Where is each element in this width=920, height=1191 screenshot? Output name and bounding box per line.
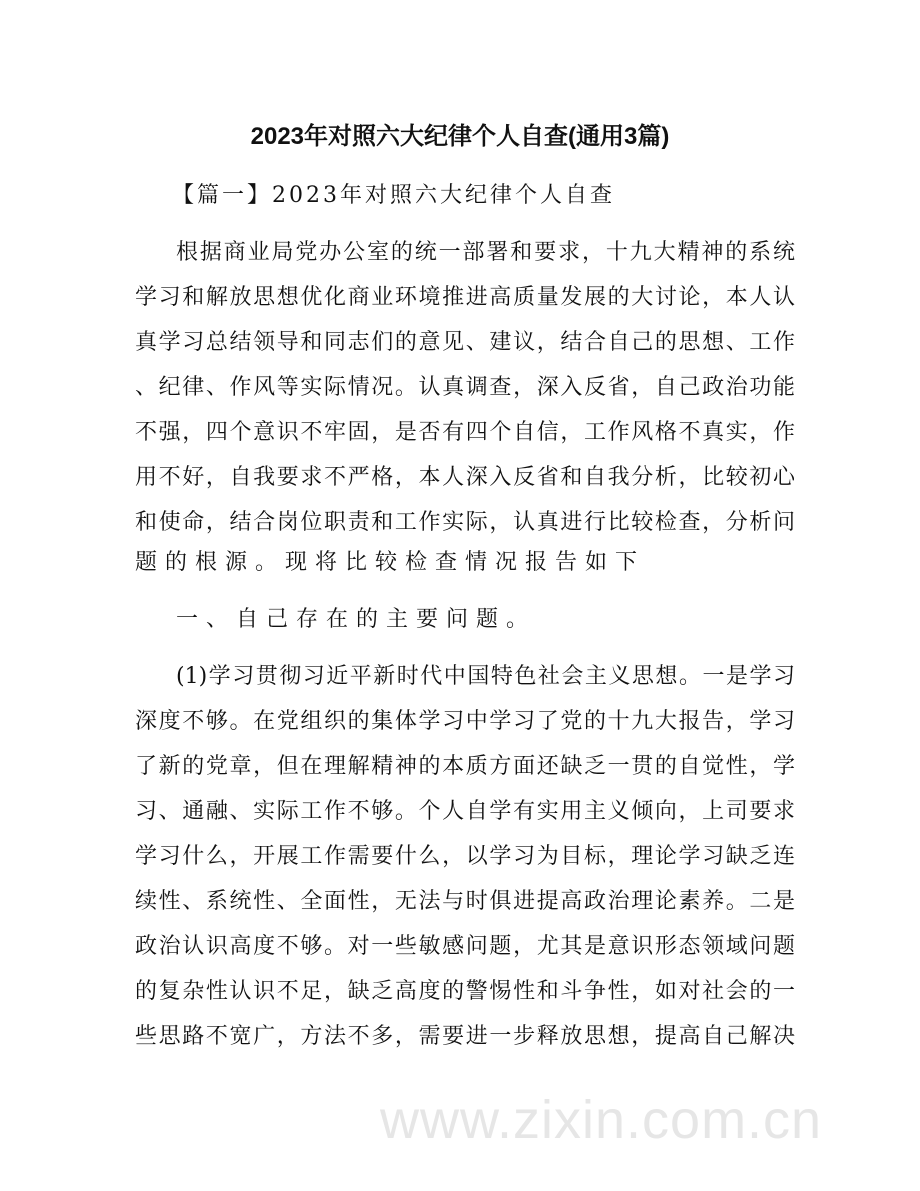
paragraph-line: 和使命，结合岗位职责和工作实际，认真进行比较检查，分析问 [135, 510, 795, 535]
paragraph-line: 根据商业局党办公室的统一部署和要求，十九大精神的系统 [176, 240, 795, 265]
paragraph-line: 不强，四个意识不牢固，是否有四个自信，工作风格不真实，作 [135, 420, 795, 445]
paragraph-line: 些思路不宽广，方法不多，需要进一步释放思想，提高自己解决 [135, 1024, 795, 1049]
paragraph-line: 政治认识高度不够。对一些敏感问题，尤其是意识形态领域问题 [135, 934, 795, 959]
paragraph-line: 续性、系统性、全面性，无法与时俱进提高政治理论素养。二是 [135, 889, 795, 914]
paragraph-line: 题的根源。现将比较检查情况报告如下 [135, 550, 646, 575]
subsection-heading: 一、自己存在的主要问题。 [176, 607, 537, 632]
paragraph-line: 真学习总结领导和同志们的意见、建议，结合自己的思想、工作 [135, 330, 795, 355]
paragraph-line: 了新的党章，但在理解精神的本质方面还缺乏一贯的自觉性，学 [135, 754, 795, 779]
paragraph-line: 、纪律、作风等实际情况。认真调查，深入反省，自己政治功能 [135, 375, 795, 400]
paragraph-line: 深度不够。在党组织的集体学习中学习了党的十九大报告，学习 [135, 709, 795, 734]
paragraph-line: 学习什么，开展工作需要什么，以学习为目标，理论学习缺乏连 [135, 844, 795, 869]
paragraph-line: 用不好，自我要求不严格，本人深入反省和自我分析，比较初心 [135, 465, 795, 490]
paragraph-line: 的复杂性认识不足，缺乏高度的警惕性和斗争性，如对社会的一 [135, 979, 795, 1004]
paragraph-line: (1)学习贯彻习近平新时代中国特色社会主义思想。一是学习 [176, 664, 795, 689]
watermark: www.zixin.com.cn [380, 1090, 823, 1150]
paragraph-line: 习、通融、实际工作不够。个人自学有实用主义倾向，上司要求 [135, 799, 795, 824]
paragraph-line: 学习和解放思想优化商业环境推进高质量发展的大讨论，本人认 [135, 285, 795, 310]
section-heading: 【篇一】2023年对照六大纪律个人自查 [172, 183, 615, 208]
document-title: 2023年对照六大纪律个人自查(通用3篇) [250, 123, 670, 150]
